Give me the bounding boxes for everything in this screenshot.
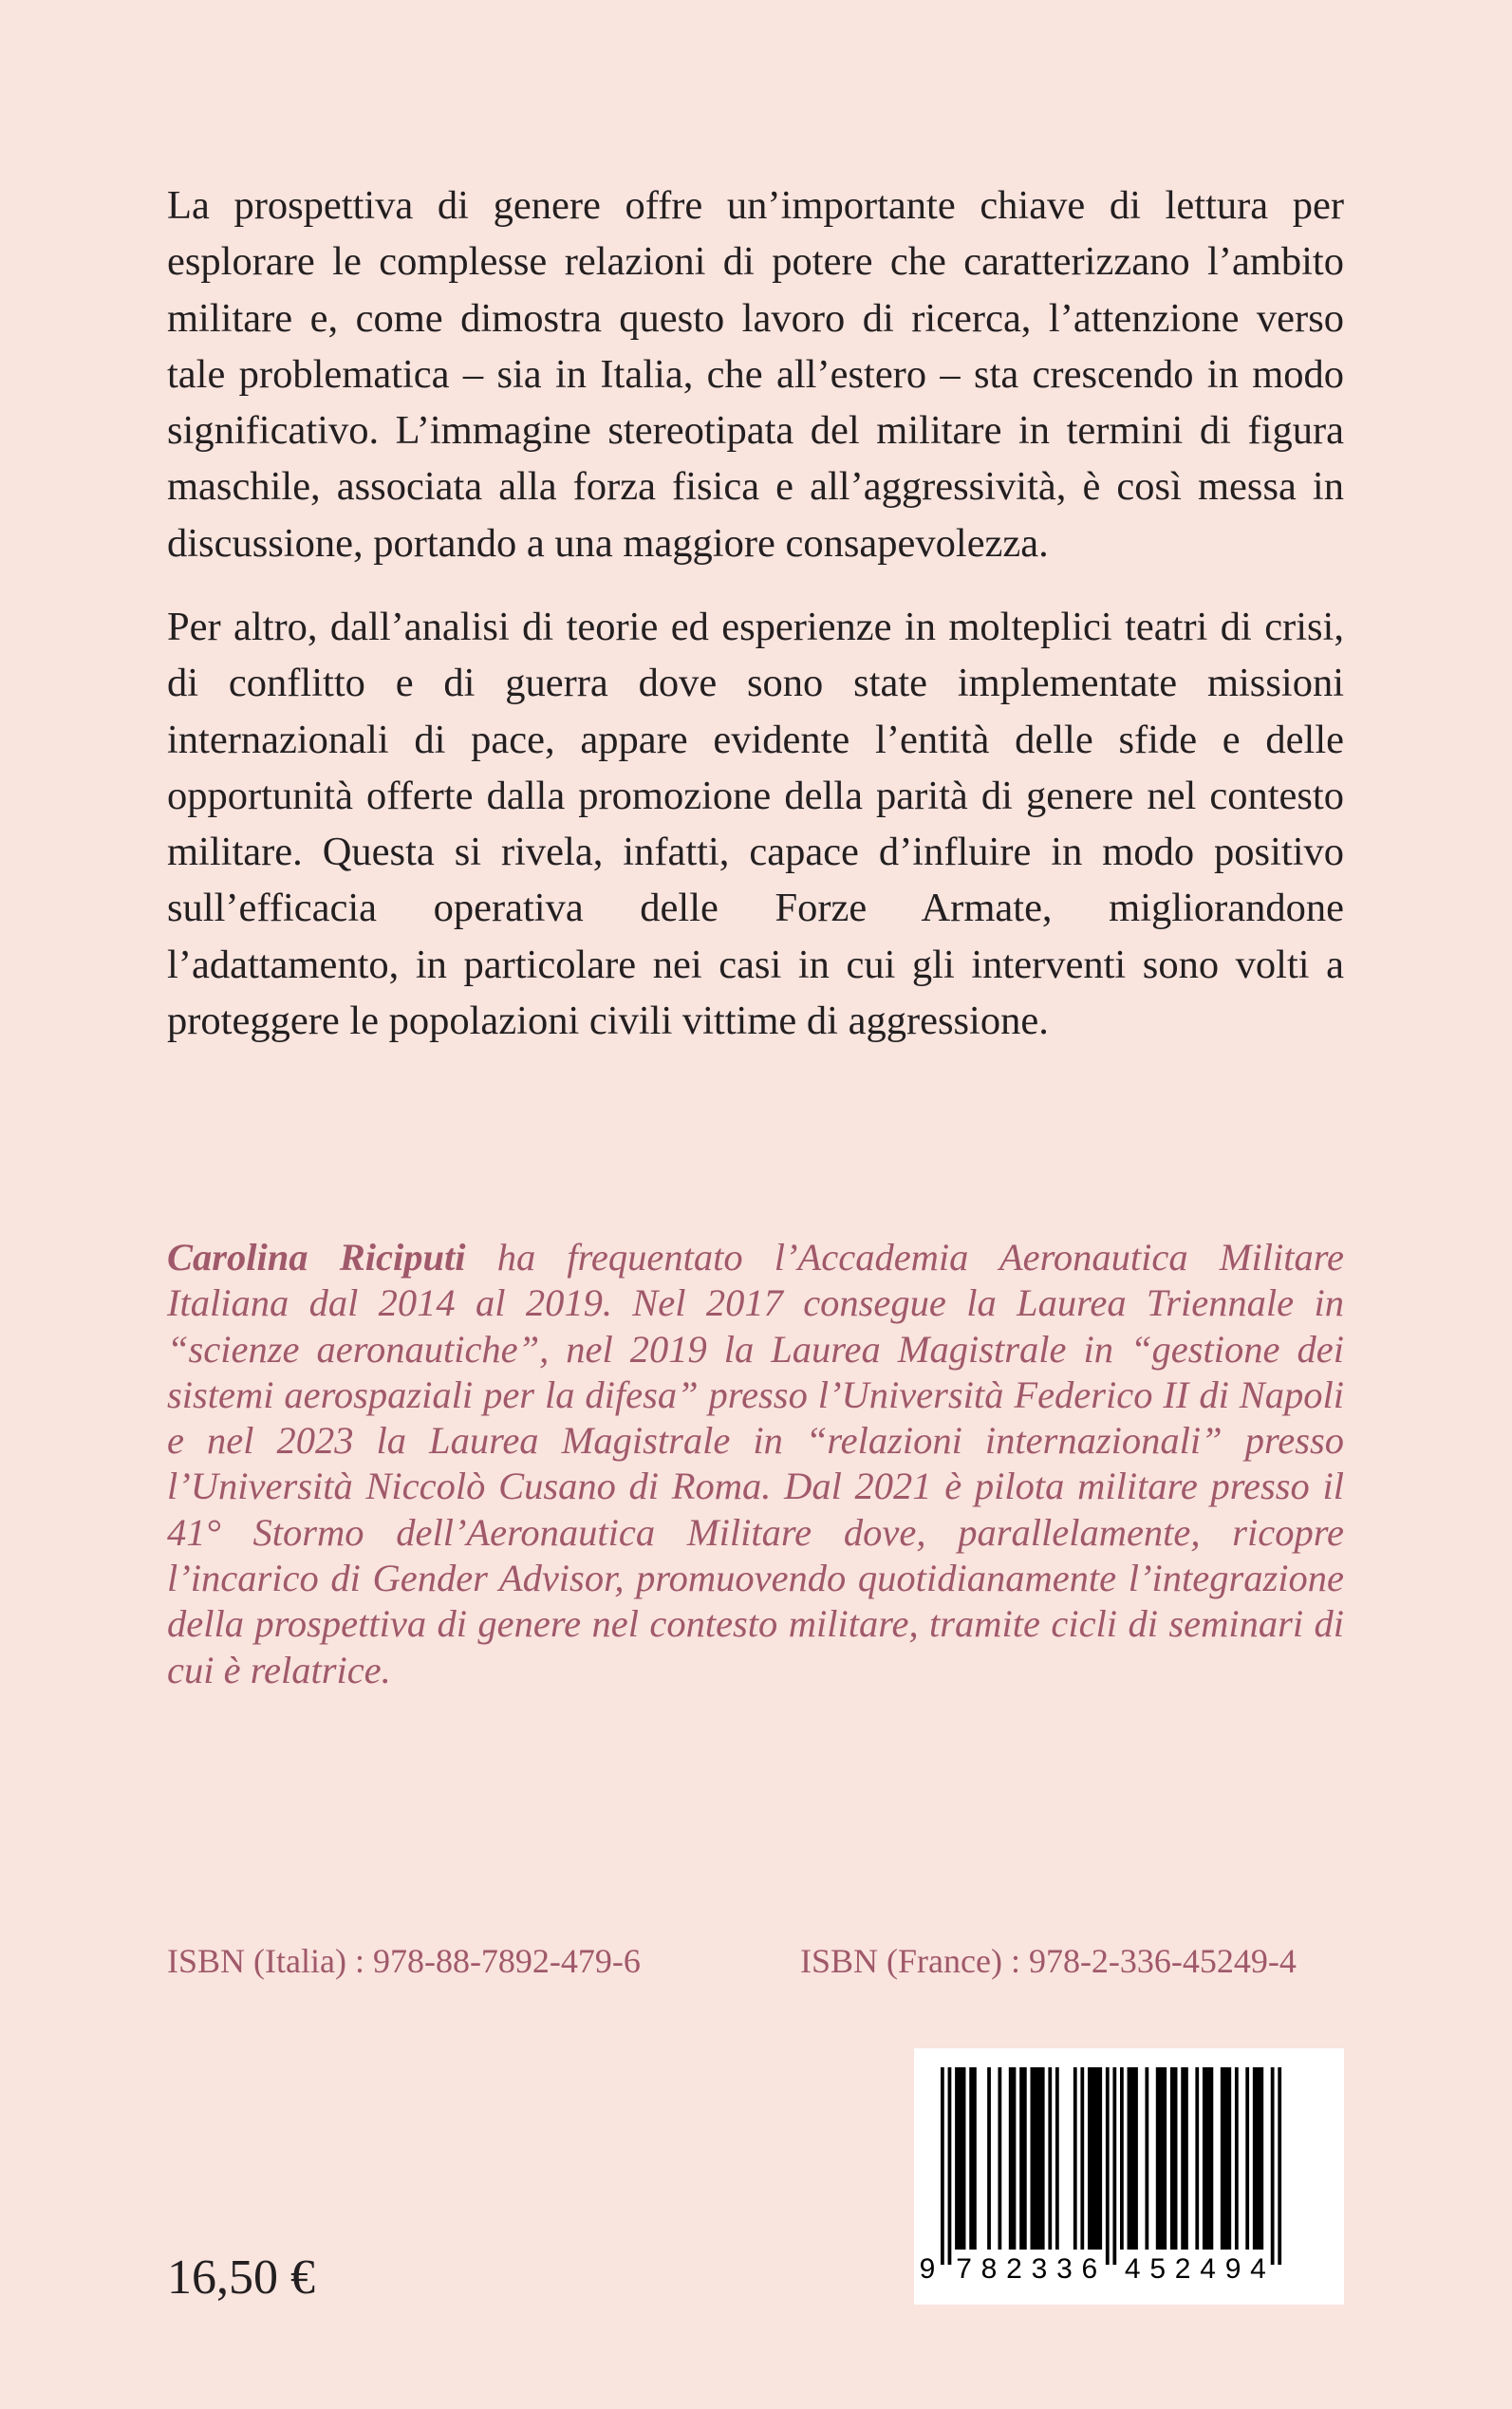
barcode-bar <box>987 2067 991 2250</box>
barcode-bar <box>1080 2067 1084 2250</box>
barcode-digit: 9 <box>1224 2253 1241 2285</box>
barcode-bar <box>1073 2067 1077 2250</box>
summary-paragraph-1: La prospettiva di genere offre un’importante chiave di lettura per esplorare le complesse relazioni di potere che caratterizzano l’ambito militare e, come dimostra questo lavoro di ricerca, l’attenzione verso tale problematica – sia in Italia, che all’estero – sta crescendo in modo significativo. L’immagine stereotipata del militare in termini di figura maschile, associata alla forza fisica e all’aggressività, è così messa in discussione, portando a una maggiore consapevolezza. <box>167 183 1344 566</box>
barcode-bar <box>1245 2067 1249 2250</box>
barcode-bar <box>955 2067 965 2250</box>
barcode-digit: 2 <box>1174 2253 1191 2285</box>
barcode-bar <box>1271 2067 1275 2265</box>
barcode-bar <box>1128 2067 1138 2250</box>
barcode-digit: 3 <box>1056 2253 1073 2285</box>
barcode-bar <box>1009 2067 1017 2250</box>
barcode-bar <box>1181 2067 1188 2250</box>
author-bio-text: ha frequentato l’Accademia Aeronautica Militare Italiana dal 2014 al 2019. Nel 2017 consegue la Laurea Triennale in “scienze aeronautiche”, nel 2019 la Laurea Magistrale in “gestione dei sistemi aerospaziali per la difesa” presso l’Università Federico II di Napoli e nel 2023 la Laurea Magistrale in “relazioni internazionali” presso l’Università Niccolò Cusano di Roma. Dal 2021 è pilota militare presso il 41° Stormo dell’Aeronautica Militare dove, parallelamente, ricopre l’incarico di Gender Advisor, promuovendo quotidianamente l’integrazione della prospettiva di genere nel contesto militare, tramite cicli di seminari di cui è relatrice. <box>167 1236 1344 1691</box>
barcode-bar <box>1048 2067 1052 2250</box>
barcode-bar <box>1145 2067 1148 2250</box>
barcode-bar <box>1019 2067 1027 2250</box>
barcode-digit: 7 <box>956 2253 972 2285</box>
isbn-italia: ISBN (Italia) : 978-88-7892-479-6 <box>167 1942 641 1980</box>
barcode-digit: 4 <box>1250 2253 1266 2285</box>
author-name: Carolina Riciputi <box>167 1236 466 1279</box>
barcode-bar <box>1031 2067 1045 2250</box>
barcode-digit: 4 <box>1200 2253 1216 2285</box>
barcode-bar <box>1170 2067 1178 2250</box>
isbn-france: ISBN (France) : 978-2-336-45249-4 <box>800 1942 1297 1980</box>
barcode-bar <box>1203 2067 1213 2250</box>
barcode-digit: 2 <box>1006 2253 1022 2285</box>
summary-paragraph-2: Per altro, dall’analisi di teorie ed esperienze in molteplici teatri di crisi, di conflitto e di guerra dove sono state implementate missioni internazionali di pace, appare evidente l’entità delle sfide e delle opportunità offerte dalla promozione della parità di genere nel contesto militare. Questa si rivela, infatti, capace d’influire in modo positivo sull’efficacia operativa delle Forze Armate, migliorandone l’adattamento, in particolare nei casi in cui gli interventi sono volti a proteggere le popolazioni civili vittime di aggressione. <box>167 605 1344 1044</box>
barcode-bar <box>1055 2067 1059 2250</box>
barcode-bar <box>1156 2067 1167 2250</box>
barcode-digit: 8 <box>980 2253 998 2285</box>
author-bio <box>167 1235 1344 1693</box>
barcode-bar <box>998 2067 1001 2250</box>
barcode-bar <box>1253 2067 1263 2250</box>
price: 16,50 € <box>167 2250 315 2305</box>
barcode-bar <box>1112 2067 1116 2265</box>
barcode-digit: 5 <box>1149 2253 1167 2285</box>
barcode-bar <box>1120 2067 1124 2250</box>
barcode-bar <box>1221 2067 1231 2250</box>
barcode-bar <box>1088 2067 1102 2250</box>
barcode-bar <box>1106 2067 1110 2265</box>
barcode-bar <box>1235 2067 1239 2250</box>
barcode-bar <box>941 2067 944 2265</box>
barcode <box>914 2048 1344 2305</box>
barcode-bar <box>948 2067 952 2265</box>
barcode-digit: 9 <box>919 2253 936 2285</box>
barcode-digit: 6 <box>1081 2253 1098 2285</box>
barcode-bar <box>1195 2067 1199 2250</box>
barcode-digit: 4 <box>1124 2253 1141 2285</box>
barcode-bar <box>1278 2067 1281 2265</box>
barcode-digit: 3 <box>1031 2253 1048 2285</box>
barcode-image <box>914 2048 1344 2305</box>
barcode-bar <box>969 2067 977 2250</box>
